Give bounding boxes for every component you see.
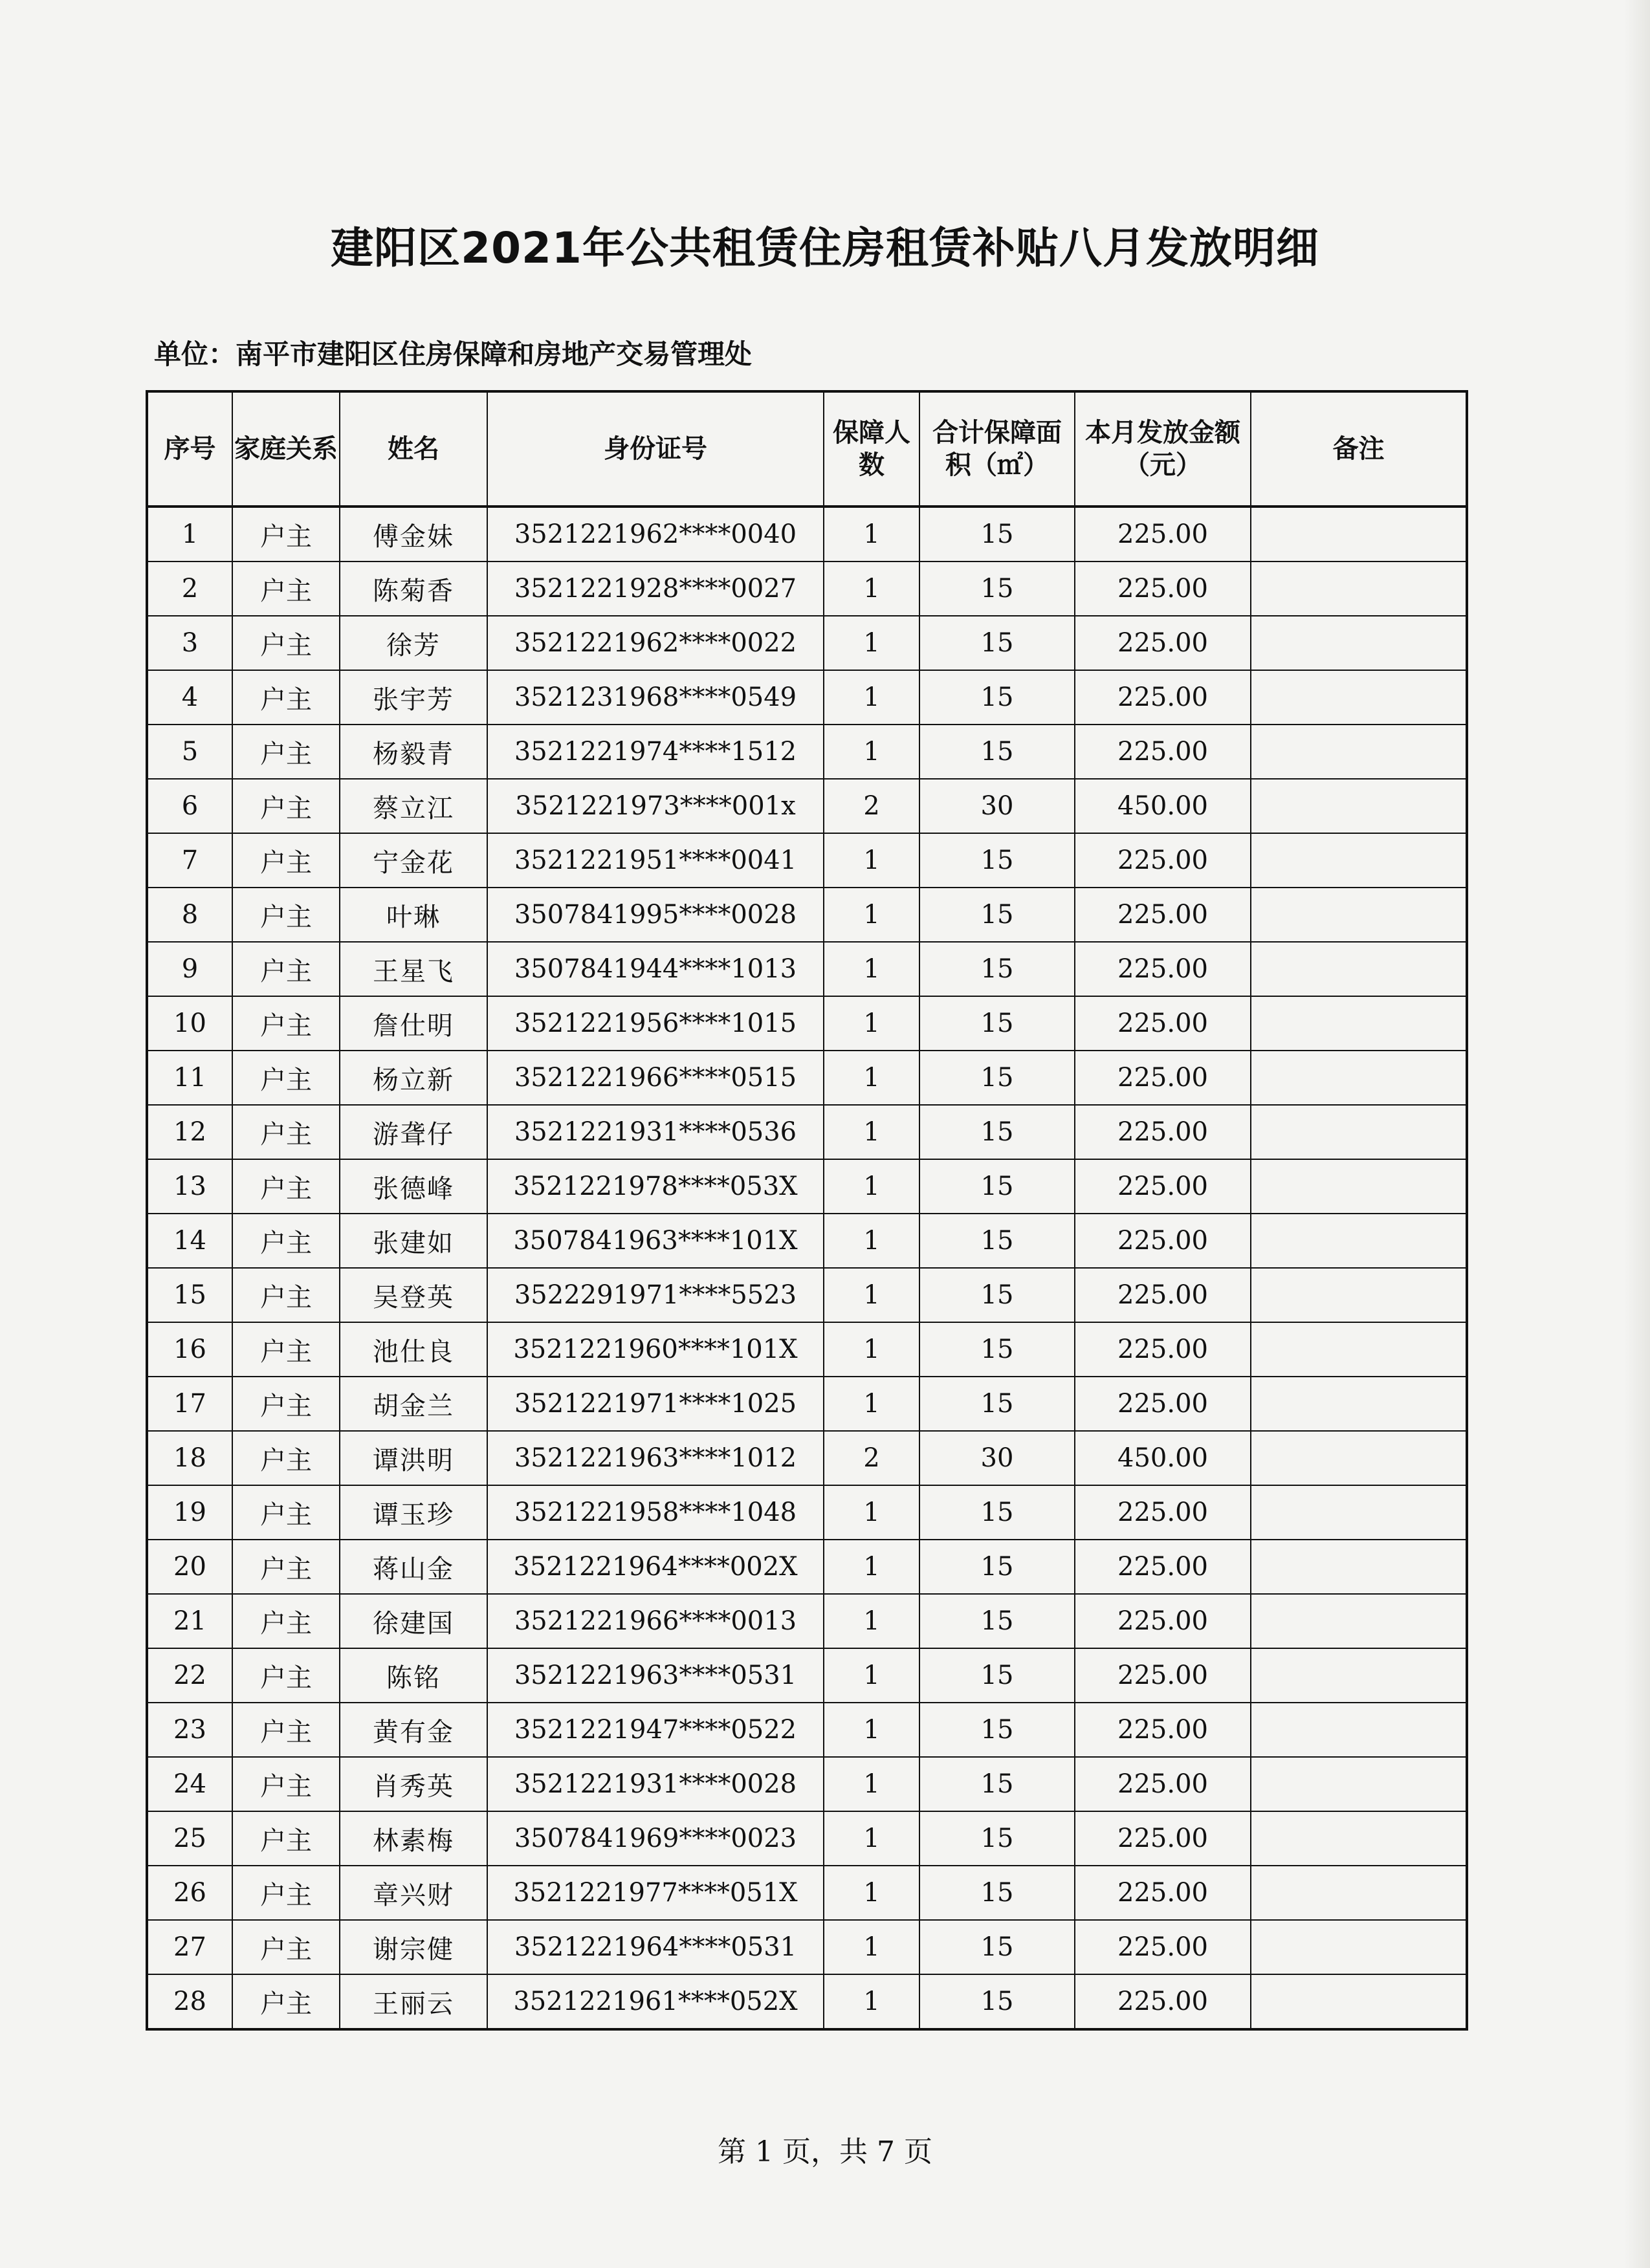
cell-area: 15 [919,1377,1075,1431]
cell-name: 肖秀英 [340,1757,487,1811]
cell-id-number: 3521221966****0515 [487,1051,824,1105]
cell-area: 15 [919,562,1075,616]
cell-persons: 1 [824,1974,919,2029]
table-row [147,1377,1467,1431]
table-row [147,1811,1467,1866]
cell-id-number: 3521221971****1025 [487,1377,824,1431]
cell-id-number: 3521221931****0536 [487,1105,824,1159]
cell-seq: 17 [147,1377,232,1431]
cell-persons: 1 [824,1485,919,1540]
table-row [147,1648,1467,1703]
cell-remark [1251,779,1467,833]
cell-area: 15 [919,1485,1075,1540]
cell-name: 蒋山金 [340,1540,487,1594]
table-row [147,833,1467,888]
cell-persons: 1 [824,1322,919,1377]
cell-remark [1251,833,1467,888]
cell-remark [1251,1431,1467,1485]
cell-id-number: 3522291971****5523 [487,1268,824,1322]
cell-remark [1251,1757,1467,1811]
cell-persons: 1 [824,1540,919,1594]
cell-relation: 户主 [232,1322,340,1377]
cell-area: 15 [919,616,1075,670]
cell-remark [1251,1811,1467,1866]
cell-name: 黄有金 [340,1703,487,1757]
table-row [147,996,1467,1051]
cell-amount: 225.00 [1075,1648,1251,1703]
cell-id-number: 3521221964****002X [487,1540,824,1594]
cell-relation: 户主 [232,1051,340,1105]
cell-name: 林素梅 [340,1811,487,1866]
cell-amount: 225.00 [1075,1811,1251,1866]
cell-id-number: 3521221966****0013 [487,1594,824,1648]
cell-persons: 1 [824,888,919,942]
header-seq: 序号 [147,391,232,507]
cell-area: 15 [919,1703,1075,1757]
table-row [147,779,1467,833]
table-body [147,507,1467,2029]
cell-persons: 1 [824,507,919,562]
cell-name: 游聋仔 [340,1105,487,1159]
cell-id-number: 3521221974****1512 [487,725,824,779]
cell-persons: 1 [824,616,919,670]
cell-id-number: 3521221928****0027 [487,562,824,616]
cell-relation: 户主 [232,507,340,562]
cell-id-number: 3521221978****053X [487,1159,824,1214]
cell-name: 章兴财 [340,1866,487,1920]
cell-id-number: 3521221961****052X [487,1974,824,2029]
cell-relation: 户主 [232,996,340,1051]
cell-seq: 15 [147,1268,232,1322]
cell-seq: 28 [147,1974,232,2029]
cell-amount: 225.00 [1075,1540,1251,1594]
cell-amount: 225.00 [1075,942,1251,996]
cell-remark [1251,1322,1467,1377]
cell-persons: 1 [824,1920,919,1974]
cell-remark [1251,996,1467,1051]
cell-id-number: 3521221962****0040 [487,507,824,562]
cell-seq: 2 [147,562,232,616]
cell-persons: 1 [824,1703,919,1757]
cell-name: 谭玉珍 [340,1485,487,1540]
table-row [147,1159,1467,1214]
header-id: 身份证号 [487,391,824,507]
cell-area: 15 [919,507,1075,562]
cell-amount: 225.00 [1075,1377,1251,1431]
cell-area: 15 [919,1866,1075,1920]
cell-remark [1251,1214,1467,1268]
cell-persons: 1 [824,562,919,616]
cell-amount: 225.00 [1075,562,1251,616]
cell-amount: 225.00 [1075,1105,1251,1159]
cell-relation: 户主 [232,1757,340,1811]
cell-amount: 225.00 [1075,1268,1251,1322]
cell-area: 15 [919,725,1075,779]
cell-remark [1251,1648,1467,1703]
cell-name: 徐建国 [340,1594,487,1648]
cell-persons: 1 [824,1811,919,1866]
cell-seq: 10 [147,996,232,1051]
cell-relation: 户主 [232,1268,340,1322]
cell-seq: 5 [147,725,232,779]
cell-persons: 1 [824,1051,919,1105]
cell-amount: 225.00 [1075,996,1251,1051]
cell-seq: 6 [147,779,232,833]
cell-name: 杨毅青 [340,725,487,779]
cell-name: 张德峰 [340,1159,487,1214]
cell-amount: 225.00 [1075,1214,1251,1268]
cell-area: 15 [919,833,1075,888]
cell-remark [1251,1866,1467,1920]
cell-relation: 户主 [232,670,340,725]
cell-area: 15 [919,1920,1075,1974]
cell-remark [1251,562,1467,616]
cell-name: 胡金兰 [340,1377,487,1431]
cell-remark [1251,888,1467,942]
page-footer: 第 1 页，共 7 页 [718,2135,932,2168]
table-row [147,1214,1467,1268]
cell-area: 15 [919,888,1075,942]
cell-area: 15 [919,1540,1075,1594]
cell-id-number: 3521221958****1048 [487,1485,824,1540]
cell-relation: 户主 [232,1431,340,1485]
table-row [147,1431,1467,1485]
cell-persons: 1 [824,942,919,996]
table-row [147,942,1467,996]
cell-seq: 14 [147,1214,232,1268]
subsidy-table [146,390,1468,2031]
cell-remark [1251,725,1467,779]
cell-seq: 25 [147,1811,232,1866]
cell-remark [1251,670,1467,725]
table-row [147,1757,1467,1811]
cell-seq: 4 [147,670,232,725]
cell-name: 徐芳 [340,616,487,670]
cell-relation: 户主 [232,1540,340,1594]
cell-remark [1251,1703,1467,1757]
cell-name: 王星飞 [340,942,487,996]
cell-seq: 13 [147,1159,232,1214]
cell-relation: 户主 [232,833,340,888]
cell-seq: 22 [147,1648,232,1703]
cell-relation: 户主 [232,1159,340,1214]
cell-remark [1251,1159,1467,1214]
cell-area: 15 [919,1159,1075,1214]
cell-persons: 1 [824,1214,919,1268]
cell-persons: 1 [824,1268,919,1322]
cell-area: 15 [919,1757,1075,1811]
header-persons: 保障人数 [824,391,919,507]
cell-id-number: 3507841944****1013 [487,942,824,996]
table-row [147,562,1467,616]
cell-relation: 户主 [232,616,340,670]
cell-persons: 1 [824,1159,919,1214]
cell-area: 15 [919,1811,1075,1866]
cell-remark [1251,1268,1467,1322]
table-row [147,1703,1467,1757]
cell-name: 吴登英 [340,1268,487,1322]
cell-id-number: 3521221977****051X [487,1866,824,1920]
cell-remark [1251,1377,1467,1431]
cell-name: 叶琳 [340,888,487,942]
cell-seq: 12 [147,1105,232,1159]
cell-amount: 225.00 [1075,616,1251,670]
table-header-row [147,391,1467,507]
cell-relation: 户主 [232,1214,340,1268]
cell-id-number: 3521221963****1012 [487,1431,824,1485]
cell-area: 15 [919,1974,1075,2029]
issuing-unit: 单位：南平市建阳区住房保障和房地产交易管理处 [154,338,753,370]
cell-amount: 225.00 [1075,1757,1251,1811]
cell-area: 15 [919,1214,1075,1268]
cell-seq: 7 [147,833,232,888]
cell-area: 15 [919,996,1075,1051]
cell-persons: 1 [824,1648,919,1703]
cell-seq: 1 [147,507,232,562]
cell-name: 池仕良 [340,1322,487,1377]
cell-seq: 16 [147,1322,232,1377]
cell-area: 15 [919,1105,1075,1159]
cell-id-number: 3521231968****0549 [487,670,824,725]
cell-persons: 1 [824,1866,919,1920]
cell-remark [1251,1974,1467,2029]
header-name: 姓名 [340,391,487,507]
table-row [147,507,1467,562]
cell-id-number: 3521221947****0522 [487,1703,824,1757]
table-row [147,1866,1467,1920]
cell-remark [1251,616,1467,670]
cell-seq: 23 [147,1703,232,1757]
cell-id-number: 3507841963****101X [487,1214,824,1268]
cell-persons: 1 [824,1377,919,1431]
cell-persons: 1 [824,1105,919,1159]
cell-area: 15 [919,1051,1075,1105]
table-row [147,725,1467,779]
cell-persons: 2 [824,779,919,833]
header-relation: 家庭关系 [232,391,340,507]
cell-name: 杨立新 [340,1051,487,1105]
cell-seq: 9 [147,942,232,996]
cell-id-number: 3521221951****0041 [487,833,824,888]
cell-relation: 户主 [232,1377,340,1431]
table-row [147,1974,1467,2029]
cell-relation: 户主 [232,1974,340,2029]
cell-persons: 1 [824,1757,919,1811]
cell-seq: 19 [147,1485,232,1540]
cell-area: 15 [919,1648,1075,1703]
cell-name: 谭洪明 [340,1431,487,1485]
cell-id-number: 3521221963****0531 [487,1648,824,1703]
cell-amount: 225.00 [1075,1051,1251,1105]
cell-id-number: 3507841969****0023 [487,1811,824,1866]
cell-amount: 225.00 [1075,725,1251,779]
header-remark: 备注 [1251,391,1467,507]
cell-seq: 11 [147,1051,232,1105]
cell-seq: 3 [147,616,232,670]
cell-name: 傅金妹 [340,507,487,562]
cell-area: 15 [919,670,1075,725]
cell-name: 张建如 [340,1214,487,1268]
cell-id-number: 3521221973****001x [487,779,824,833]
cell-seq: 20 [147,1540,232,1594]
cell-amount: 450.00 [1075,1431,1251,1485]
cell-amount: 225.00 [1075,1703,1251,1757]
cell-amount: 225.00 [1075,1594,1251,1648]
cell-persons: 1 [824,1594,919,1648]
scan-page-edge [1624,0,1650,2268]
cell-relation: 户主 [232,1866,340,1920]
table-row [147,1485,1467,1540]
cell-persons: 1 [824,996,919,1051]
table-row [147,1594,1467,1648]
cell-persons: 1 [824,725,919,779]
cell-relation: 户主 [232,562,340,616]
header-amount: 本月发放金额（元） [1075,391,1251,507]
cell-relation: 户主 [232,1105,340,1159]
cell-relation: 户主 [232,725,340,779]
cell-id-number: 3521221964****0531 [487,1920,824,1974]
cell-name: 宁金花 [340,833,487,888]
table-row [147,1268,1467,1322]
cell-remark [1251,942,1467,996]
cell-persons: 1 [824,833,919,888]
cell-remark [1251,1485,1467,1540]
cell-amount: 225.00 [1075,1866,1251,1920]
table-row [147,1105,1467,1159]
cell-name: 张宇芳 [340,670,487,725]
cell-area: 15 [919,1594,1075,1648]
cell-relation: 户主 [232,779,340,833]
cell-amount: 225.00 [1075,1159,1251,1214]
cell-amount: 225.00 [1075,888,1251,942]
cell-id-number: 3521221956****1015 [487,996,824,1051]
cell-id-number: 3507841995****0028 [487,888,824,942]
cell-seq: 26 [147,1866,232,1920]
cell-area: 15 [919,942,1075,996]
cell-amount: 225.00 [1075,507,1251,562]
cell-area: 15 [919,1268,1075,1322]
cell-seq: 8 [147,888,232,942]
cell-remark [1251,1540,1467,1594]
table-row [147,670,1467,725]
cell-name: 詹仕明 [340,996,487,1051]
cell-amount: 225.00 [1075,1485,1251,1540]
cell-area: 30 [919,1431,1075,1485]
cell-name: 陈菊香 [340,562,487,616]
cell-relation: 户主 [232,1648,340,1703]
table-row [147,616,1467,670]
cell-seq: 18 [147,1431,232,1485]
cell-remark [1251,1051,1467,1105]
table-row [147,1051,1467,1105]
cell-name: 蔡立江 [340,779,487,833]
cell-amount: 450.00 [1075,779,1251,833]
cell-seq: 21 [147,1594,232,1648]
cell-id-number: 3521221931****0028 [487,1757,824,1811]
cell-id-number: 3521221962****0022 [487,616,824,670]
cell-amount: 225.00 [1075,833,1251,888]
cell-relation: 户主 [232,1703,340,1757]
document-title: 建阳区2021年公共租赁住房租赁补贴八月发放明细 [331,223,1319,273]
table-row [147,1920,1467,1974]
cell-remark [1251,1920,1467,1974]
cell-area: 15 [919,1322,1075,1377]
cell-seq: 27 [147,1920,232,1974]
cell-relation: 户主 [232,1594,340,1648]
cell-id-number: 3521221960****101X [487,1322,824,1377]
cell-remark [1251,1105,1467,1159]
cell-relation: 户主 [232,942,340,996]
cell-relation: 户主 [232,1920,340,1974]
cell-persons: 2 [824,1431,919,1485]
cell-remark [1251,1594,1467,1648]
cell-name: 陈铭 [340,1648,487,1703]
cell-relation: 户主 [232,1485,340,1540]
cell-name: 王丽云 [340,1974,487,2029]
table-row [147,1540,1467,1594]
cell-amount: 225.00 [1075,1974,1251,2029]
cell-area: 30 [919,779,1075,833]
header-area: 合计保障面积（㎡） [919,391,1075,507]
cell-name: 谢宗健 [340,1920,487,1974]
table-row [147,1322,1467,1377]
cell-remark [1251,507,1467,562]
cell-amount: 225.00 [1075,1322,1251,1377]
cell-amount: 225.00 [1075,1920,1251,1974]
table-row [147,888,1467,942]
cell-relation: 户主 [232,1811,340,1866]
cell-relation: 户主 [232,888,340,942]
cell-persons: 1 [824,670,919,725]
cell-seq: 24 [147,1757,232,1811]
cell-amount: 225.00 [1075,670,1251,725]
